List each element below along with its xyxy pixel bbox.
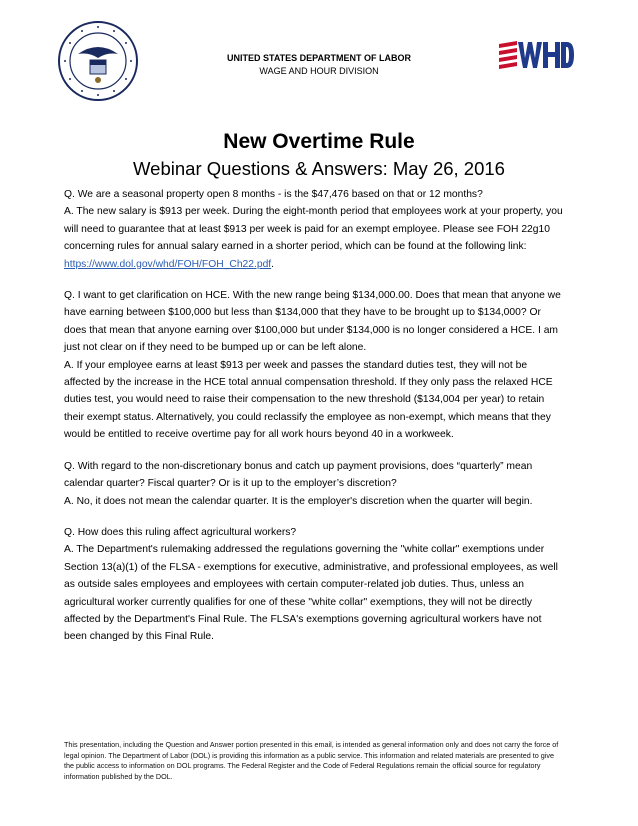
document-title: New Overtime Rule (223, 130, 415, 153)
question-1: Q. We are a seasonal property open 8 months - is the $47,476 based on that or 12 months? (64, 189, 483, 200)
question-4: Q. How does this ruling affect agricultural workers? (64, 526, 297, 538)
footer-disclaimer: This presentation, including the Question and Answer portion presented in this email, is intended as general information only and does not carry the force of legal opinion. The Department of Labor (DOL) is providing this information as a public service. This information and related materials are presented to give the public access to information on DOL programs. The Federal Register and the Code of Federal Regulations remain the official source for regulatory information published by the DOL. (64, 740, 559, 781)
spacer (64, 273, 564, 287)
department-of-labor-seal-icon (57, 20, 139, 102)
qa-content (64, 186, 564, 646)
spacer (64, 444, 564, 458)
answer-1 (64, 203, 564, 273)
foh-chapter-22-link[interactable]: https://www.dol.gov/whd/FOH/FOH_Ch22.pdf (64, 258, 272, 270)
answer-4: A. The Department's rulemaking addressed the regulations governing the "white collar" exemptions under Section 13(a)(1) of the FLSA - exemptions for executive, administrative, and professional employees, as well as outside sales employees and employees with certain computer-related job duties. Thus, unless an agricultural worker currently qualifies for one of these "white collar" exemptions, they will not be directly affected by the Department's Final Rule. The FLSA's exemptions governing agricultural workers have not been changed by this Final Rule. (64, 544, 558, 643)
whd-flag-logo-icon (497, 38, 575, 72)
answer-1-end: . (271, 258, 275, 270)
question-3: Q. With regard to the non-discretionary bonus and catch up payment provisions, does “quarterly” mean calendar quarter? Fiscal quarter? Or is it up to the employer’s discretion? (64, 460, 533, 490)
spacer (64, 510, 564, 524)
department-name: UNITED STATES DEPARTMENT OF LABOR (227, 53, 411, 63)
division-name: WAGE AND HOUR DIVISION (259, 66, 379, 76)
answer-3: A. No, it does not mean the calendar quarter. It is the employer's discretion when the quarter will begin. (64, 495, 533, 507)
document-subtitle: Webinar Questions & Answers: May 26, 2016 (133, 158, 505, 179)
answer-2: A. If your employee earns at least $913 per week and passes the standard duties test, they will not be affected by the increase in the HCE total annual compensation threshold. If they only pass the relaxed HCE duties test, you would need to raise their compensation to the new threshold ($134,004 per year) to retain their exempt status. Alternatively, you could reclassify the employee as non-exempt, which means that they would be entitled to receive overtime pay for all work hours beyond 40 in a workweek. (64, 359, 553, 441)
answer-1-text: A. The new salary is $913 per week. During the eight-month period that employees work at your property, you will need to guarantee that at least $913 per week is paid for an exempt employee. Please see FOH 22g10 concerning rules for annual salary earned in a shorter period, which can be found at the following link: (64, 206, 563, 253)
header-agency (180, 52, 458, 78)
question-2: Q. I want to get clarification on HCE. With the new range being $134,000.00. Does that mean that anyone we have earning between $100,000 but less than $134,000 that they have to be brought up to $134,000? Or does that mean that anyone earning over $100,000 but under $134,000 is no longer considered a HCE. I am just not clear on if they need to be bumped up or can be left alone. (64, 290, 561, 354)
